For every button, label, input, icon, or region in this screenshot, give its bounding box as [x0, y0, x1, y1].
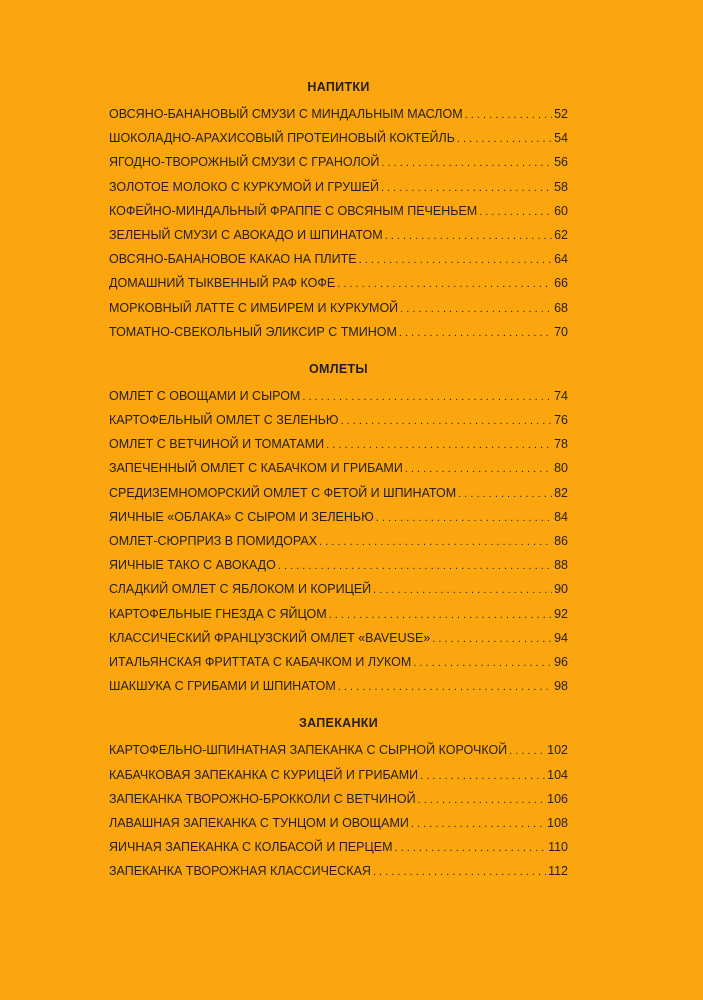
- dot-leader: [341, 409, 553, 433]
- entry-title: ШОКОЛАДНО-АРАХИСОВЫЙ ПРОТЕИНОВЫЙ КОКТЕЙЛЬ: [109, 131, 455, 146]
- toc-entry: [109, 432, 568, 456]
- entry-page-number: 94: [554, 630, 568, 645]
- entry-page-number: 58: [554, 179, 568, 194]
- dot-leader: [337, 272, 552, 296]
- entry-page-number: 62: [554, 227, 568, 242]
- entry-page-number: 68: [554, 300, 568, 315]
- toc-entry: [109, 577, 568, 601]
- dot-leader: [381, 151, 552, 175]
- entry-page-number: 54: [554, 131, 568, 146]
- entry-title: МОРКОВНЫЙ ЛАТТЕ С ИМБИРЕМ И КУРКУМОЙ: [109, 300, 399, 315]
- entry-title: ЯИЧНЫЕ ТАКО С АВОКАДО: [109, 558, 276, 573]
- entry-page-number: 52: [554, 107, 568, 121]
- entry-title: ИТАЛЬЯНСКАЯ ФРИТТАТА С КАБАЧКОМ И ЛУКОМ: [109, 654, 412, 669]
- section-title: ОМЛЕТЫ: [309, 361, 368, 376]
- table-of-contents: [109, 78, 568, 883]
- dot-leader: [278, 554, 552, 578]
- entry-title: КАРТОФЕЛЬНЫЕ ГНЕЗДА С ЯЙЦОМ: [109, 606, 327, 621]
- toc-entry: [109, 650, 568, 674]
- dot-leader: [381, 176, 552, 200]
- toc-entry: [109, 384, 568, 408]
- toc-entry: [109, 320, 568, 344]
- entry-title: СРЕДИЗЕМНОМОРСКИЙ ОМЛЕТ С ФЕТОЙ И ШПИНАТОМ: [109, 485, 457, 500]
- entry-page-number: 104: [547, 767, 568, 782]
- dot-leader: [394, 836, 546, 860]
- entry-title: ЗОЛОТОЕ МОЛОКО С КУРКУМОЙ И ГРУШЕЙ: [109, 179, 379, 194]
- entry-title: ЗАПЕКАНКА ТВОРОЖНАЯ КЛАССИЧЕСКАЯ: [109, 864, 371, 879]
- entry-page-number: 106: [547, 791, 568, 806]
- toc-entry: [109, 296, 568, 320]
- dot-leader: [359, 248, 553, 272]
- dot-leader: [420, 764, 545, 788]
- dot-leader: [458, 482, 552, 506]
- entry-page-number: 112: [548, 864, 568, 879]
- entry-title: ОМЛЕТ С ВЕТЧИНОЙ И ТОМАТАМИ: [109, 437, 325, 452]
- entry-title: ЛАВАШНАЯ ЗАПЕКАНКА С ТУНЦОМ И ОВОЩАМИ: [109, 815, 409, 830]
- entry-page-number: 84: [554, 509, 568, 524]
- toc-entry: [109, 175, 568, 199]
- toc-entry: [109, 223, 568, 247]
- toc-entry: [109, 529, 568, 553]
- entry-title: ЯГОДНО-ТВОРОЖНЫЙ СМУЗИ С ГРАНОЛОЙ: [109, 155, 380, 170]
- entry-title: ОВСЯНО-БАНАНОВЫЙ СМУЗИ С МИНДАЛЬНЫМ МАСЛОМ: [109, 107, 463, 121]
- section-title: НАПИТКИ: [307, 80, 370, 94]
- toc-entry: [109, 835, 568, 859]
- entry-page-number: 82: [554, 485, 568, 500]
- entry-title: КАБАЧКОВАЯ ЗАПЕКАНКА С КУРИЦЕЙ И ГРИБАМИ: [109, 767, 419, 782]
- entry-page-number: 108: [547, 815, 568, 830]
- toc-entry: [109, 602, 568, 626]
- toc-entry: [109, 738, 568, 762]
- toc-entry: [109, 787, 568, 811]
- entry-title: СЛАДКИЙ ОМЛЕТ С ЯБЛОКОМ И КОРИЦЕЙ: [109, 582, 372, 597]
- toc-entry: [109, 150, 568, 174]
- toc-entry: [109, 859, 568, 883]
- dot-leader: [418, 788, 546, 812]
- entry-page-number: 110: [548, 840, 568, 855]
- dot-leader: [457, 127, 552, 151]
- toc-entry: [109, 481, 568, 505]
- dot-leader: [329, 603, 552, 627]
- toc-entry: [109, 456, 568, 480]
- entry-title: ДОМАШНИЙ ТЫКВЕННЫЙ РАФ КОФЕ: [109, 276, 336, 291]
- entry-page-number: 102: [547, 743, 568, 758]
- entry-title: ОВСЯНО-БАНАНОВОЕ КАКАО НА ПЛИТЕ: [109, 252, 357, 267]
- entry-title: ШАКШУКА С ГРИБАМИ И ШПИНАТОМ: [109, 679, 336, 694]
- dot-leader: [465, 103, 552, 127]
- dot-leader: [405, 457, 552, 481]
- dot-leader: [413, 651, 552, 675]
- toc-entry: [109, 505, 568, 529]
- toc-entry: [109, 674, 568, 698]
- dot-leader: [399, 321, 552, 345]
- dot-leader: [411, 812, 545, 836]
- toc-entry: [109, 763, 568, 787]
- dot-leader: [376, 506, 552, 530]
- dot-leader: [302, 385, 552, 409]
- toc-entry: [109, 102, 568, 126]
- dot-leader: [479, 200, 552, 224]
- dot-leader: [373, 578, 552, 602]
- dot-leader: [373, 860, 546, 884]
- toc-entry: [109, 553, 568, 577]
- entry-page-number: 80: [554, 461, 568, 476]
- entry-page-number: 74: [554, 388, 568, 403]
- dot-leader: [338, 675, 552, 699]
- entry-page-number: 78: [554, 437, 568, 452]
- entry-page-number: 66: [554, 276, 568, 291]
- entry-title: ЯИЧНЫЕ «ОБЛАКА» С СЫРОМ И ЗЕЛЕНЬЮ: [109, 509, 374, 524]
- entry-title: КЛАССИЧЕСКИЙ ФРАНЦУЗСКИЙ ОМЛЕТ «BAVEUSE»: [109, 630, 431, 645]
- entry-title: КАРТОФЕЛЬНО-ШПИНАТНАЯ ЗАПЕКАНКА С СЫРНОЙ КОРОЧКОЙ: [109, 743, 508, 758]
- dot-leader: [400, 297, 552, 321]
- toc-entry: [109, 126, 568, 150]
- toc-entry: [109, 408, 568, 432]
- entry-title: КАРТОФЕЛЬНЫЙ ОМЛЕТ С ЗЕЛЕНЬЮ: [109, 413, 339, 428]
- dot-leader: [385, 224, 552, 248]
- entry-title: КОФЕЙНО-МИНДАЛЬНЫЙ ФРАППЕ С ОВСЯНЫМ ПЕЧЕНЬЕМ: [109, 203, 478, 218]
- entry-title: ОМЛЕТ-СЮРПРИЗ В ПОМИДОРАХ: [109, 534, 318, 548]
- entry-page-number: 56: [554, 155, 568, 170]
- toc-entry: [109, 271, 568, 295]
- entry-page-number: 60: [554, 203, 568, 218]
- toc-entry: [109, 811, 568, 835]
- entry-title: ЯИЧНАЯ ЗАПЕКАНКА С КОЛБАСОЙ И ПЕРЦЕМ: [109, 840, 393, 855]
- entry-page-number: 98: [554, 679, 568, 694]
- toc-entry: [109, 626, 568, 650]
- entry-title: ЗАПЕЧЕННЫЙ ОМЛЕТ С КАБАЧКОМ И ГРИБАМИ: [109, 461, 403, 476]
- toc-section: [109, 360, 568, 698]
- entry-page-number: 64: [554, 252, 568, 267]
- entry-title: ЗАПЕКАНКА ТВОРОЖНО-БРОККОЛИ С ВЕТЧИНОЙ: [109, 791, 416, 806]
- toc-entry: [109, 247, 568, 271]
- entry-title: ОМЛЕТ С ОВОЩАМИ И СЫРОМ: [109, 388, 301, 403]
- dot-leader: [326, 433, 552, 457]
- entry-page-number: 92: [554, 606, 568, 621]
- entry-page-number: 90: [554, 582, 568, 597]
- dot-leader: [319, 530, 552, 554]
- entry-title: ТОМАТНО-СВЕКОЛЬНЫЙ ЭЛИКСИР С ТМИНОМ: [109, 324, 397, 339]
- entry-page-number: 76: [554, 413, 568, 428]
- entry-page-number: 88: [554, 558, 568, 573]
- entry-page-number: 96: [554, 654, 568, 669]
- dot-leader: [432, 627, 552, 651]
- entry-title: ЗЕЛЕНЫЙ СМУЗИ С АВОКАДО И ШПИНАТОМ: [109, 227, 383, 242]
- entry-page-number: 70: [554, 324, 568, 339]
- toc-entry: [109, 199, 568, 223]
- toc-section: [109, 714, 568, 883]
- toc-section: [109, 78, 568, 344]
- entry-page-number: 86: [554, 534, 568, 548]
- section-title: ЗАПЕКАНКИ: [298, 716, 378, 731]
- dot-leader: [509, 739, 545, 763]
